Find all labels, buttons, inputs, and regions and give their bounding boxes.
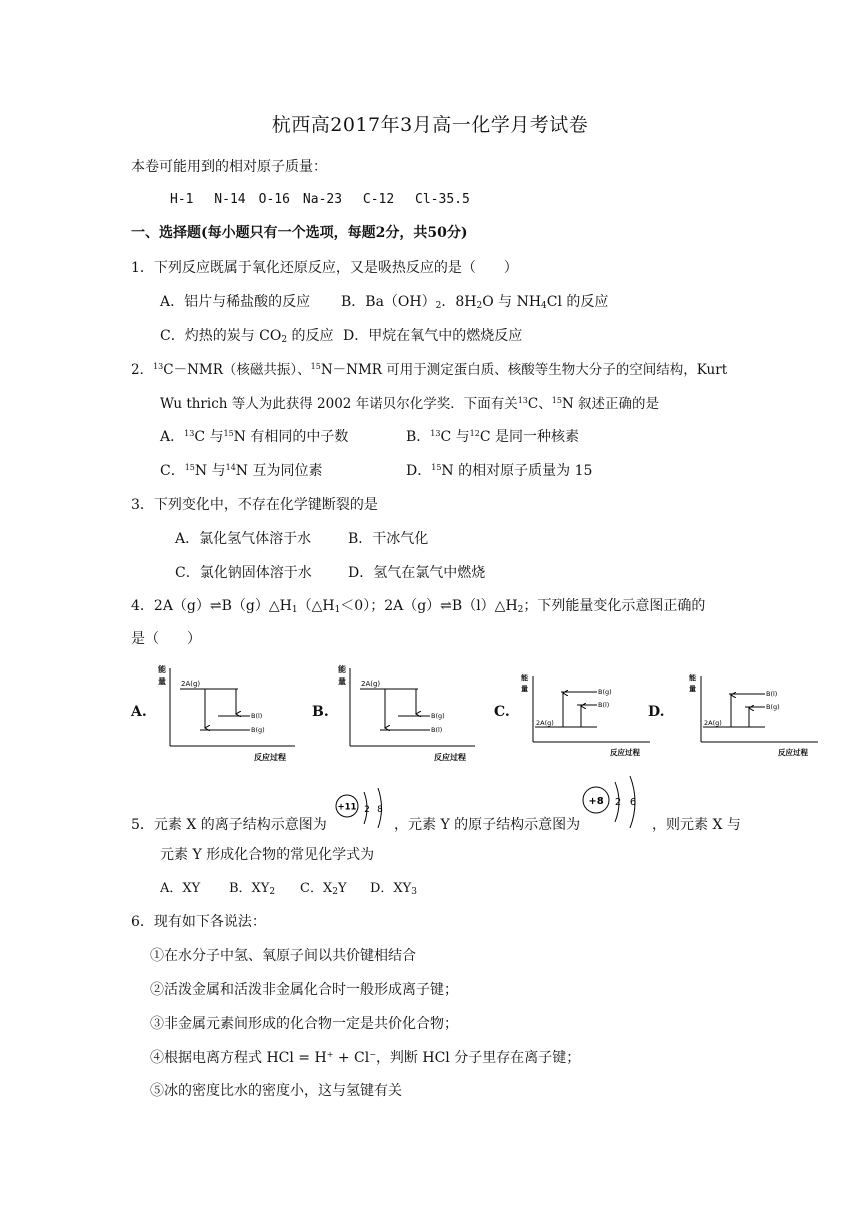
xlabel: 反应过程 xyxy=(434,753,466,762)
q3-option-c: C．氯化钠固体溶于水 xyxy=(175,565,312,581)
q6-statement-3: ③非金属元素间形成的化合物一定是共价化合物； xyxy=(150,1016,458,1032)
xlabel: 反应过程 xyxy=(610,748,640,757)
y-atom-structure-diagram xyxy=(582,772,648,834)
x-shell-2-label: 8 xyxy=(377,805,383,815)
q1-option-c: C．灼热的炭与 $CO_2$ 的反应 xyxy=(160,328,334,345)
q6-statement-1: ①在水分子中氢、氧原子间以共价键相结合 xyxy=(150,948,416,964)
ylabel-top: 能 xyxy=(521,674,528,682)
reactant-label: 2A(g) xyxy=(361,680,381,688)
xlabel: 反应过程 xyxy=(254,753,286,762)
q3-option-a: A．氯化氢气体溶于水 xyxy=(175,531,312,547)
ylabel-bottom: 量 xyxy=(689,685,696,693)
q5-option-a: A．XY xyxy=(160,881,201,896)
question-5-stem-c: ，则元素 X 与 xyxy=(652,817,741,833)
atomic-masses: H-1 N-14 O-16 Na-23 C-12 Cl-35.5 xyxy=(170,192,470,207)
level-label-2: B(l) xyxy=(431,726,443,734)
level-label-1: B(g) xyxy=(431,712,445,720)
q6-statement-2: ②活泼金属和活泼非金属化合时一般形成离子键； xyxy=(150,982,458,998)
question-5-stem-a: 5．元素 X 的离子结构示意图为 xyxy=(131,817,327,833)
ylabel-bottom: 量 xyxy=(338,677,346,686)
question-3-stem: 3．下列变化中，不存在化学键断裂的是 xyxy=(131,497,378,513)
reactant-label: 2A(g) xyxy=(181,680,201,688)
y-nucleus-label: +8 xyxy=(588,796,604,807)
question-4-stem-line2: 是（ ） xyxy=(131,631,201,647)
q4-option-b-label: B. xyxy=(312,704,329,720)
page-title: 杭西高2017年3月高一化学月考试卷 xyxy=(271,114,589,136)
energy-diagram-a xyxy=(150,660,300,765)
q1-option-b: B．$Ba(OH)_2$．$8H_2O$ 与 $NH_4Cl$ 的反应 xyxy=(341,294,609,311)
level-label-1: B(g) xyxy=(598,688,612,696)
question-1-stem: 1．下列反应既属于氧化还原反应，又是吸热反应的是（ ） xyxy=(131,260,518,276)
question-4-stem: 4．$2A(g)\rightleftharpoons B(g)\triangle H_1(\triangle H_1<0)$；$2A(g)\rightleftharpoons B(l)\triangle H_2$；下列能量变化示意图正确的 xyxy=(131,598,706,615)
energy-diagram-b xyxy=(330,660,480,765)
energy-diagram-d xyxy=(683,664,823,764)
q5-option-c: C．$X_2Y$ xyxy=(300,881,347,897)
level-label-2: B(l) xyxy=(598,701,610,709)
ylabel-top: 能 xyxy=(338,665,346,674)
y-shell-2-label: 6 xyxy=(629,797,637,808)
q4-option-d-label: D. xyxy=(648,704,665,720)
question-2-stem-line1: 2．$^{13}$C－NMR（核磁共振）、$^{15}$N－NMR 可用于测定蛋白质、核酸等生物大分子的空间结构，Kurt xyxy=(131,362,728,378)
q2-option-b: B．$^{13}$C 与$^{12}$C 是同一种核素 xyxy=(406,429,580,445)
q1-option-a: A．铝片与稀盐酸的反应 xyxy=(160,294,311,310)
q2-option-c: C．$^{15}$N 与$^{14}$N 互为同位素 xyxy=(160,463,323,479)
q3-option-b: B．干冰气化 xyxy=(348,531,429,547)
level-label-2: B(g) xyxy=(766,703,780,711)
q1-option-d: D．甲烷在氧气中的燃烧反应 xyxy=(343,328,523,344)
energy-diagram-c xyxy=(515,664,655,764)
x-shell-1-label: 2 xyxy=(364,805,370,815)
ylabel-bottom: 量 xyxy=(158,677,166,686)
q5-option-b: B．$XY_2$ xyxy=(229,881,276,897)
q6-statement-4: ④根据电离方程式 HCl = H+ + Cl−，判断 HCl 分子里存在离子键； xyxy=(150,1050,581,1066)
section-header: 一、选择题(每小题只有一个选项，每题2分，共50分) xyxy=(131,225,468,241)
question-2-stem-line2: Wu thrich 等人为此获得 2002 年诺贝尔化学奖．下面有关$^{13}$C、$^{15}$N 叙述正确的是 xyxy=(160,396,660,412)
x-ion-structure-diagram xyxy=(334,786,394,834)
ylabel-top: 能 xyxy=(689,674,696,682)
x-nucleus-label: +11 xyxy=(337,802,357,813)
q6-statement-5: ⑤冰的密度比水的密度小，这与氢键有关 xyxy=(150,1083,402,1099)
xlabel: 反应过程 xyxy=(778,748,808,757)
level-label-2: B(g) xyxy=(251,726,265,734)
intro-text: 本卷可能用到的相对原子质量： xyxy=(131,159,327,175)
reactant-label: 2A(g) xyxy=(704,719,722,727)
level-label-1: B(l) xyxy=(251,712,263,720)
q3-option-d: D．氢气在氯气中燃烧 xyxy=(348,565,486,581)
q2-option-a: A．$^{13}$C 与$^{15}$N 有相同的中子数 xyxy=(160,429,349,445)
q4-option-a-label: A. xyxy=(131,704,147,720)
question-6-stem: 6．现有如下各说法： xyxy=(131,914,266,930)
question-5-stem-line2: 元素 Y 形成化合物的常见化学式为 xyxy=(160,847,375,863)
question-5-stem-b: ，元素 Y 的原子结构示意图为 xyxy=(394,817,581,833)
q2-option-d: D．$^{15}$N 的相对原子质量为 15 xyxy=(406,463,593,479)
q4-option-c-label: C. xyxy=(494,704,510,720)
q5-option-d: D．$XY_3$ xyxy=(370,881,417,897)
ylabel-top: 能 xyxy=(158,665,166,674)
y-shell-1-label: 2 xyxy=(614,797,622,808)
ylabel-bottom: 量 xyxy=(521,685,528,693)
reactant-label: 2A(g) xyxy=(536,719,554,727)
level-label-1: B(l) xyxy=(766,690,778,698)
